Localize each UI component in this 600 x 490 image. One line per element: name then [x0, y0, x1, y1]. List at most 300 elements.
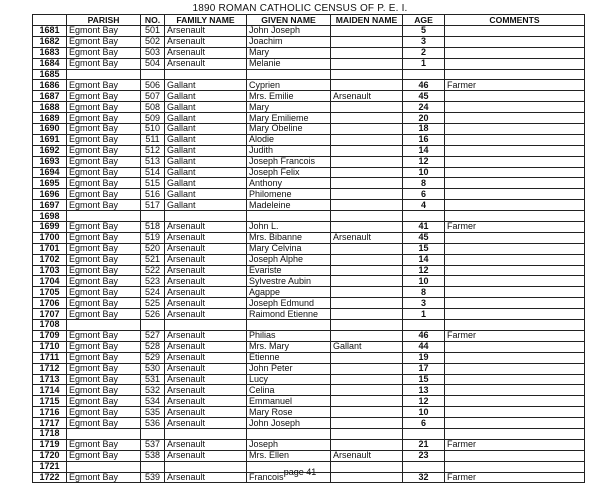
parish-cell	[67, 211, 141, 222]
given-name-cell: John Joseph	[247, 26, 331, 37]
age-cell: 1	[403, 58, 445, 69]
given-name-cell: Agappe	[247, 287, 331, 298]
parish-cell: Egmont Bay	[67, 352, 141, 363]
comments-cell	[445, 200, 585, 211]
table-row	[33, 134, 585, 145]
maiden-name-cell	[331, 428, 403, 439]
no-cell: 511	[141, 134, 165, 145]
family-name-cell: Arsenault	[165, 330, 247, 341]
page-number: page 41	[283, 467, 317, 477]
table-row	[33, 374, 585, 385]
age-cell: 18	[403, 124, 445, 135]
family-name-cell: Arsenault	[165, 363, 247, 374]
given-name-cell: Mrs. Emilie	[247, 91, 331, 102]
comments-cell	[445, 385, 585, 396]
age-cell: 14	[403, 145, 445, 156]
given-name-cell: John Joseph	[247, 418, 331, 429]
row-number-cell: 1696	[33, 189, 67, 200]
no-cell: 512	[141, 145, 165, 156]
family-name-cell: Arsenault	[165, 472, 247, 483]
no-cell: 524	[141, 287, 165, 298]
family-name-cell: Arsenault	[165, 36, 247, 47]
age-cell: 45	[403, 91, 445, 102]
comments-cell	[445, 113, 585, 124]
parish-cell: Egmont Bay	[67, 287, 141, 298]
row-number-cell: 1681	[33, 26, 67, 37]
row-number-cell: 1703	[33, 265, 67, 276]
parish-cell: Egmont Bay	[67, 26, 141, 37]
family-name-cell: Gallant	[165, 91, 247, 102]
row-number-cell: 1720	[33, 450, 67, 461]
maiden-name-cell	[331, 26, 403, 37]
age-cell: 41	[403, 222, 445, 233]
comments-cell	[445, 363, 585, 374]
comments-cell	[445, 232, 585, 243]
family-name-cell: Arsenault	[165, 243, 247, 254]
comments-cell	[445, 26, 585, 37]
comments-cell	[445, 287, 585, 298]
parish-cell: Egmont Bay	[67, 243, 141, 254]
comments-cell	[445, 189, 585, 200]
row-number-cell: 1692	[33, 145, 67, 156]
age-cell: 16	[403, 134, 445, 145]
no-cell: 501	[141, 26, 165, 37]
comments-cell	[445, 407, 585, 418]
age-cell: 10	[403, 167, 445, 178]
age-cell: 6	[403, 418, 445, 429]
row-number-cell: 1706	[33, 298, 67, 309]
age-cell: 46	[403, 330, 445, 341]
table-row	[33, 156, 585, 167]
parish-cell: Egmont Bay	[67, 450, 141, 461]
family-name-cell: Arsenault	[165, 47, 247, 58]
table-row	[33, 211, 585, 222]
given-name-cell: Philias	[247, 330, 331, 341]
age-cell	[403, 428, 445, 439]
table-row	[33, 47, 585, 58]
maiden-name-cell	[331, 69, 403, 80]
given-name-cell: Emmanuel	[247, 396, 331, 407]
comments-cell	[445, 124, 585, 135]
row-number-cell: 1685	[33, 69, 67, 80]
row-number-cell: 1719	[33, 439, 67, 450]
maiden-name-cell	[331, 200, 403, 211]
parish-cell: Egmont Bay	[67, 222, 141, 233]
age-cell: 2	[403, 47, 445, 58]
row-number-cell: 1722	[33, 472, 67, 483]
family-name-cell: Gallant	[165, 200, 247, 211]
row-number-cell: 1718	[33, 428, 67, 439]
maiden-name-cell	[331, 396, 403, 407]
comments-cell	[445, 167, 585, 178]
comments-cell: Farmer	[445, 80, 585, 91]
table-row	[33, 80, 585, 91]
comments-cell	[445, 374, 585, 385]
maiden-name-cell	[331, 243, 403, 254]
age-cell: 14	[403, 254, 445, 265]
age-cell: 8	[403, 178, 445, 189]
comments-cell	[445, 450, 585, 461]
row-number-cell: 1684	[33, 58, 67, 69]
parish-cell: Egmont Bay	[67, 396, 141, 407]
table-row	[33, 58, 585, 69]
row-number-cell: 1717	[33, 418, 67, 429]
comments-cell	[445, 156, 585, 167]
given-name-cell: Joseph Felix	[247, 167, 331, 178]
no-cell: 539	[141, 472, 165, 483]
no-cell: 515	[141, 178, 165, 189]
comments-cell	[445, 428, 585, 439]
comments-cell	[445, 418, 585, 429]
row-number-cell: 1693	[33, 156, 67, 167]
parish-cell: Egmont Bay	[67, 276, 141, 287]
given-name-cell: Mrs. Ellen	[247, 450, 331, 461]
age-cell	[403, 320, 445, 331]
parish-cell: Egmont Bay	[67, 472, 141, 483]
row-number-cell: 1701	[33, 243, 67, 254]
age-cell: 19	[403, 352, 445, 363]
row-number-cell: 1712	[33, 363, 67, 374]
no-cell: 534	[141, 396, 165, 407]
family-name-cell: Arsenault	[165, 287, 247, 298]
no-cell: 510	[141, 124, 165, 135]
maiden-name-cell: Gallant	[331, 341, 403, 352]
family-name-cell: Arsenault	[165, 341, 247, 352]
no-cell: 522	[141, 265, 165, 276]
table-row	[33, 341, 585, 352]
no-header: NO.	[141, 15, 165, 26]
parish-cell: Egmont Bay	[67, 58, 141, 69]
family-name-cell	[165, 211, 247, 222]
no-cell	[141, 428, 165, 439]
maiden-name-cell	[331, 330, 403, 341]
maiden-name-cell	[331, 265, 403, 276]
no-cell	[141, 320, 165, 331]
comments-cell	[445, 178, 585, 189]
given-name-cell: Etienne	[247, 352, 331, 363]
family-name-cell: Gallant	[165, 102, 247, 113]
given-name-cell: Alodie	[247, 134, 331, 145]
maiden-name-cell: Arsenault	[331, 232, 403, 243]
maiden-name-cell	[331, 287, 403, 298]
age-cell: 44	[403, 341, 445, 352]
table-row	[33, 178, 585, 189]
maiden-name-cell	[331, 385, 403, 396]
row-number-cell: 1686	[33, 80, 67, 91]
given-name-cell: Evariste	[247, 265, 331, 276]
no-cell	[141, 69, 165, 80]
no-cell: 536	[141, 418, 165, 429]
given-name-cell: Mary Obeline	[247, 124, 331, 135]
given-name-cell: Joachim	[247, 36, 331, 47]
family-name-cell: Gallant	[165, 178, 247, 189]
parish-cell: Egmont Bay	[67, 265, 141, 276]
parish-cell: Egmont Bay	[67, 36, 141, 47]
table-row	[33, 309, 585, 320]
comments-cell	[445, 265, 585, 276]
parish-cell: Egmont Bay	[67, 363, 141, 374]
family-name-cell: Arsenault	[165, 222, 247, 233]
maiden-name-cell	[331, 254, 403, 265]
comments-cell: Farmer	[445, 472, 585, 483]
maiden-name-cell	[331, 47, 403, 58]
family-name-cell: Arsenault	[165, 374, 247, 385]
given-name-cell	[247, 320, 331, 331]
table-row	[33, 363, 585, 374]
row-number-cell: 1699	[33, 222, 67, 233]
family-name-cell: Arsenault	[165, 254, 247, 265]
comments-cell	[445, 102, 585, 113]
maiden-name-cell	[331, 320, 403, 331]
header-row	[33, 15, 585, 26]
age-cell: 45	[403, 232, 445, 243]
family-name-cell	[165, 69, 247, 80]
parish-cell: Egmont Bay	[67, 298, 141, 309]
family-name-cell: Gallant	[165, 113, 247, 124]
parish-cell: Egmont Bay	[67, 134, 141, 145]
no-cell: 531	[141, 374, 165, 385]
table-row	[33, 124, 585, 135]
comments-cell	[445, 211, 585, 222]
no-cell: 535	[141, 407, 165, 418]
given-name-cell: Joseph	[247, 439, 331, 450]
parish-cell: Egmont Bay	[67, 167, 141, 178]
parish-cell	[67, 320, 141, 331]
no-cell: 516	[141, 189, 165, 200]
row-number-cell: 1708	[33, 320, 67, 331]
no-cell: 526	[141, 309, 165, 320]
no-cell: 528	[141, 341, 165, 352]
row-number-cell: 1683	[33, 47, 67, 58]
maiden-name-cell	[331, 189, 403, 200]
age-cell: 46	[403, 80, 445, 91]
maiden-name-cell	[331, 211, 403, 222]
parish-cell: Egmont Bay	[67, 374, 141, 385]
maiden-name-cell	[331, 58, 403, 69]
maiden-name-cell	[331, 407, 403, 418]
family-name-cell: Arsenault	[165, 26, 247, 37]
given-name-cell: Joseph Francois	[247, 156, 331, 167]
comments-cell	[445, 254, 585, 265]
no-cell: 519	[141, 232, 165, 243]
comments-cell	[445, 91, 585, 102]
comments-cell	[445, 243, 585, 254]
age-cell	[403, 211, 445, 222]
given-name-cell: John L.	[247, 222, 331, 233]
no-cell	[141, 211, 165, 222]
maiden-name-cell	[331, 36, 403, 47]
maiden-name-cell	[331, 145, 403, 156]
table-row	[33, 254, 585, 265]
parish-cell: Egmont Bay	[67, 189, 141, 200]
given-name-cell: Celina	[247, 385, 331, 396]
given-name-cell: Joseph Alphe	[247, 254, 331, 265]
row-number-cell: 1721	[33, 461, 67, 472]
row-number-cell: 1704	[33, 276, 67, 287]
table-row	[33, 69, 585, 80]
maiden-name-cell	[331, 167, 403, 178]
family-name-cell: Gallant	[165, 156, 247, 167]
parish-cell: Egmont Bay	[67, 418, 141, 429]
family-name-cell: Arsenault	[165, 352, 247, 363]
table-row	[33, 145, 585, 156]
no-cell: 503	[141, 47, 165, 58]
census-body	[33, 26, 585, 483]
table-row	[33, 222, 585, 233]
row-number-cell: 1689	[33, 113, 67, 124]
age-cell: 10	[403, 276, 445, 287]
age-cell: 13	[403, 385, 445, 396]
no-cell: 525	[141, 298, 165, 309]
maiden-name-cell	[331, 134, 403, 145]
maiden-name-cell	[331, 439, 403, 450]
no-cell: 508	[141, 102, 165, 113]
family-name-cell: Arsenault	[165, 298, 247, 309]
census-table	[32, 14, 585, 483]
no-cell: 527	[141, 330, 165, 341]
parish-cell: Egmont Bay	[67, 102, 141, 113]
no-cell: 532	[141, 385, 165, 396]
table-row	[33, 91, 585, 102]
no-cell: 538	[141, 450, 165, 461]
row-number-cell: 1714	[33, 385, 67, 396]
parish-cell: Egmont Bay	[67, 385, 141, 396]
given-name-cell: Joseph Edmund	[247, 298, 331, 309]
table-row	[33, 450, 585, 461]
table-row	[33, 428, 585, 439]
maiden-name-cell	[331, 124, 403, 135]
row-number-cell: 1694	[33, 167, 67, 178]
given-name-cell: Philomene	[247, 189, 331, 200]
given-name-cell: Madeleine	[247, 200, 331, 211]
row-number-cell: 1690	[33, 124, 67, 135]
given-name-cell: Raimond Etienne	[247, 309, 331, 320]
comments-cell: Farmer	[445, 330, 585, 341]
maiden-name-cell	[331, 418, 403, 429]
row-number-cell: 1698	[33, 211, 67, 222]
no-cell: 502	[141, 36, 165, 47]
given-name-cell: Sylvestre Aubin	[247, 276, 331, 287]
given-name-cell	[247, 69, 331, 80]
comments-cell	[445, 58, 585, 69]
comments-cell	[445, 309, 585, 320]
given-name-cell: Francois	[247, 472, 331, 483]
table-row	[33, 167, 585, 178]
age-cell: 15	[403, 243, 445, 254]
no-cell: 518	[141, 222, 165, 233]
table-row	[33, 200, 585, 211]
comments-cell	[445, 352, 585, 363]
age-cell: 12	[403, 265, 445, 276]
no-cell: 523	[141, 276, 165, 287]
age-cell: 1	[403, 309, 445, 320]
family-name-cell: Arsenault	[165, 450, 247, 461]
family-name-cell	[165, 428, 247, 439]
maiden-name-cell	[331, 309, 403, 320]
age-cell: 3	[403, 298, 445, 309]
given-name-cell	[247, 428, 331, 439]
row-number-cell: 1710	[33, 341, 67, 352]
row-number-cell: 1682	[33, 36, 67, 47]
given-name-cell	[247, 211, 331, 222]
comments-cell	[445, 47, 585, 58]
comments-header: COMMENTS	[445, 15, 585, 26]
parish-cell: Egmont Bay	[67, 341, 141, 352]
family-name-header: FAMILY NAME	[165, 15, 247, 26]
family-name-cell: Arsenault	[165, 276, 247, 287]
table-row	[33, 287, 585, 298]
no-cell: 506	[141, 80, 165, 91]
row-number-cell: 1702	[33, 254, 67, 265]
table-row	[33, 189, 585, 200]
age-cell: 8	[403, 287, 445, 298]
age-cell: 32	[403, 472, 445, 483]
comments-cell	[445, 276, 585, 287]
table-row	[33, 232, 585, 243]
given-name-cell: Mary	[247, 102, 331, 113]
comments-cell	[445, 69, 585, 80]
no-cell: 509	[141, 113, 165, 124]
parish-cell: Egmont Bay	[67, 91, 141, 102]
age-cell: 15	[403, 374, 445, 385]
no-cell: 514	[141, 167, 165, 178]
row-number-cell: 1713	[33, 374, 67, 385]
table-row	[33, 102, 585, 113]
row-number-cell: 1687	[33, 91, 67, 102]
row-number-cell: 1695	[33, 178, 67, 189]
family-name-cell: Arsenault	[165, 418, 247, 429]
row-number-cell: 1700	[33, 232, 67, 243]
given-name-cell: Judith	[247, 145, 331, 156]
family-name-cell: Gallant	[165, 124, 247, 135]
table-row	[33, 265, 585, 276]
parish-cell: Egmont Bay	[67, 80, 141, 91]
row-number-cell: 1697	[33, 200, 67, 211]
age-cell: 5	[403, 26, 445, 37]
row-number-cell: 1707	[33, 309, 67, 320]
table-row	[33, 243, 585, 254]
given-name-cell: Cyprien	[247, 80, 331, 91]
family-name-cell: Gallant	[165, 80, 247, 91]
parish-cell: Egmont Bay	[67, 156, 141, 167]
maiden-name-cell: Arsenault	[331, 450, 403, 461]
parish-header: PARISH	[67, 15, 141, 26]
age-cell: 21	[403, 439, 445, 450]
age-header: AGE	[403, 15, 445, 26]
parish-cell: Egmont Bay	[67, 330, 141, 341]
maiden-name-cell	[331, 374, 403, 385]
no-cell: 521	[141, 254, 165, 265]
family-name-cell: Arsenault	[165, 309, 247, 320]
document-title: 1890 ROMAN CATHOLIC CENSUS OF P. E. I.	[192, 3, 408, 14]
maiden-name-cell: Arsenault	[331, 91, 403, 102]
parish-cell: Egmont Bay	[67, 47, 141, 58]
table-row	[33, 396, 585, 407]
parish-cell: Egmont Bay	[67, 254, 141, 265]
no-cell: 517	[141, 200, 165, 211]
maiden-name-header: MAIDEN NAME	[331, 15, 403, 26]
table-row	[33, 407, 585, 418]
table-row	[33, 36, 585, 47]
age-cell: 3	[403, 36, 445, 47]
age-cell: 12	[403, 156, 445, 167]
given-name-cell: Lucy	[247, 374, 331, 385]
family-name-cell: Arsenault	[165, 385, 247, 396]
given-name-cell: Melanie	[247, 58, 331, 69]
family-name-cell: Gallant	[165, 134, 247, 145]
family-name-cell: Arsenault	[165, 407, 247, 418]
parish-cell: Egmont Bay	[67, 200, 141, 211]
